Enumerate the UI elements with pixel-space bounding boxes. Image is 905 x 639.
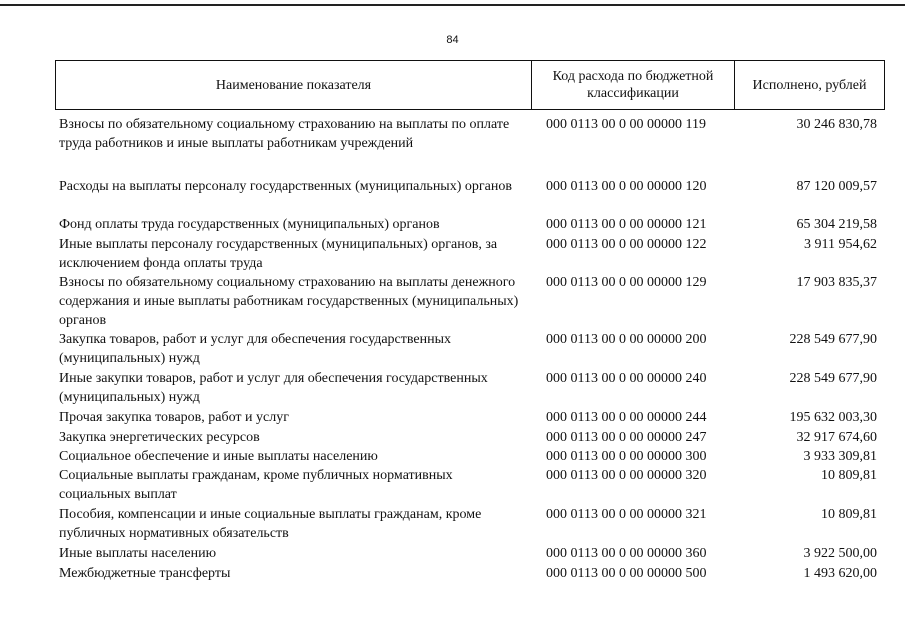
table-row bbox=[59, 330, 881, 369]
row-amount: 228 549 677,90 bbox=[789, 371, 877, 386]
table-row bbox=[59, 177, 881, 215]
row-amount: 87 120 009,57 bbox=[796, 179, 877, 194]
table-row bbox=[59, 505, 881, 544]
row-name: Расходы на выплаты персоналу государственных (муниципальных) органов bbox=[59, 179, 512, 194]
table-row bbox=[59, 369, 881, 408]
row-amount: 17 903 835,37 bbox=[796, 275, 877, 290]
row-name: Закупка товаров, работ и услуг для обеспечения государственных (муниципальных) нужд bbox=[59, 332, 452, 366]
row-name: Взносы по обязательному социальному страхованию на выплаты по оплате труда работников и иные выплаты работникам учреждений bbox=[59, 117, 510, 151]
row-code: 000 0113 00 0 00 00000 244 bbox=[546, 410, 707, 425]
row-name: Закупка энергетических ресурсов bbox=[59, 430, 260, 445]
row-amount: 65 304 219,58 bbox=[796, 217, 877, 232]
row-code: 000 0113 00 0 00 00000 240 bbox=[546, 371, 707, 386]
row-code: 000 0113 00 0 00 00000 200 bbox=[546, 332, 707, 347]
table-row bbox=[59, 408, 881, 428]
row-code: 000 0113 00 0 00 00000 122 bbox=[546, 237, 707, 252]
row-name: Социальные выплаты гражданам, кроме публичных нормативных социальных выплат bbox=[59, 468, 453, 502]
table-row bbox=[59, 544, 881, 564]
row-amount: 32 917 674,60 bbox=[796, 430, 877, 445]
table-row bbox=[59, 447, 881, 466]
row-code: 000 0113 00 0 00 00000 500 bbox=[546, 566, 707, 581]
row-name: Иные закупки товаров, работ и услуг для обеспечения государственных (муниципальных) нужд bbox=[59, 371, 488, 405]
row-amount: 3 933 309,81 bbox=[803, 449, 877, 464]
row-name: Взносы по обязательному социальному страхованию на выплаты денежного содержания и иные выплаты работникам государственных (муниципальных) органов bbox=[59, 275, 519, 328]
row-code: 000 0113 00 0 00 00000 247 bbox=[546, 430, 707, 445]
row-amount: 10 809,81 bbox=[821, 507, 877, 522]
table-row bbox=[59, 466, 881, 505]
page-number: 84 bbox=[446, 34, 459, 46]
table-row bbox=[59, 428, 881, 447]
row-amount: 1 493 620,00 bbox=[803, 566, 877, 581]
row-code: 000 0113 00 0 00 00000 321 bbox=[546, 507, 707, 522]
row-amount: 10 809,81 bbox=[821, 468, 877, 483]
row-name: Фонд оплаты труда государственных (муниципальных) органов bbox=[59, 217, 440, 232]
header-executed: Исполнено, рублей bbox=[752, 77, 867, 93]
row-amount: 30 246 830,78 bbox=[796, 117, 877, 132]
table-row bbox=[59, 564, 881, 584]
row-name: Пособия, компенсации и иные социальные выплаты гражданам, кроме публичных нормативных обязательств bbox=[59, 507, 482, 541]
row-amount: 3 911 954,62 bbox=[804, 237, 877, 252]
row-code: 000 0113 00 0 00 00000 300 bbox=[546, 449, 707, 464]
row-name: Иные выплаты населению bbox=[59, 546, 217, 561]
row-name: Социальное обеспечение и иные выплаты населению bbox=[59, 449, 378, 464]
table-header bbox=[55, 60, 885, 110]
row-code: 000 0113 00 0 00 00000 129 bbox=[546, 275, 707, 290]
row-amount: 195 632 003,30 bbox=[789, 410, 877, 425]
header-name: Наименование показателя bbox=[56, 61, 532, 109]
row-code: 000 0113 00 0 00 00000 360 bbox=[546, 546, 707, 561]
header-code: Код расхода по бюджетной классификации bbox=[532, 61, 735, 109]
row-amount: 3 922 500,00 bbox=[803, 546, 877, 561]
row-amount: 228 549 677,90 bbox=[789, 332, 877, 347]
row-code: 000 0113 00 0 00 00000 119 bbox=[546, 117, 706, 132]
row-code: 000 0113 00 0 00 00000 121 bbox=[546, 217, 707, 232]
row-code: 000 0113 00 0 00 00000 320 bbox=[546, 468, 707, 483]
row-code: 000 0113 00 0 00 00000 120 bbox=[546, 179, 707, 194]
row-name: Иные выплаты персоналу государственных (муниципальных) органов, за исключением фонда оплаты труда bbox=[59, 237, 498, 271]
table-body bbox=[59, 115, 881, 584]
table-row bbox=[59, 215, 881, 235]
table-row bbox=[59, 273, 881, 330]
row-name: Межбюджетные трансферты bbox=[59, 566, 231, 581]
table-row bbox=[59, 235, 881, 273]
top-rule bbox=[0, 4, 905, 6]
row-name: Прочая закупка товаров, работ и услуг bbox=[59, 410, 289, 425]
table-row bbox=[59, 115, 881, 177]
